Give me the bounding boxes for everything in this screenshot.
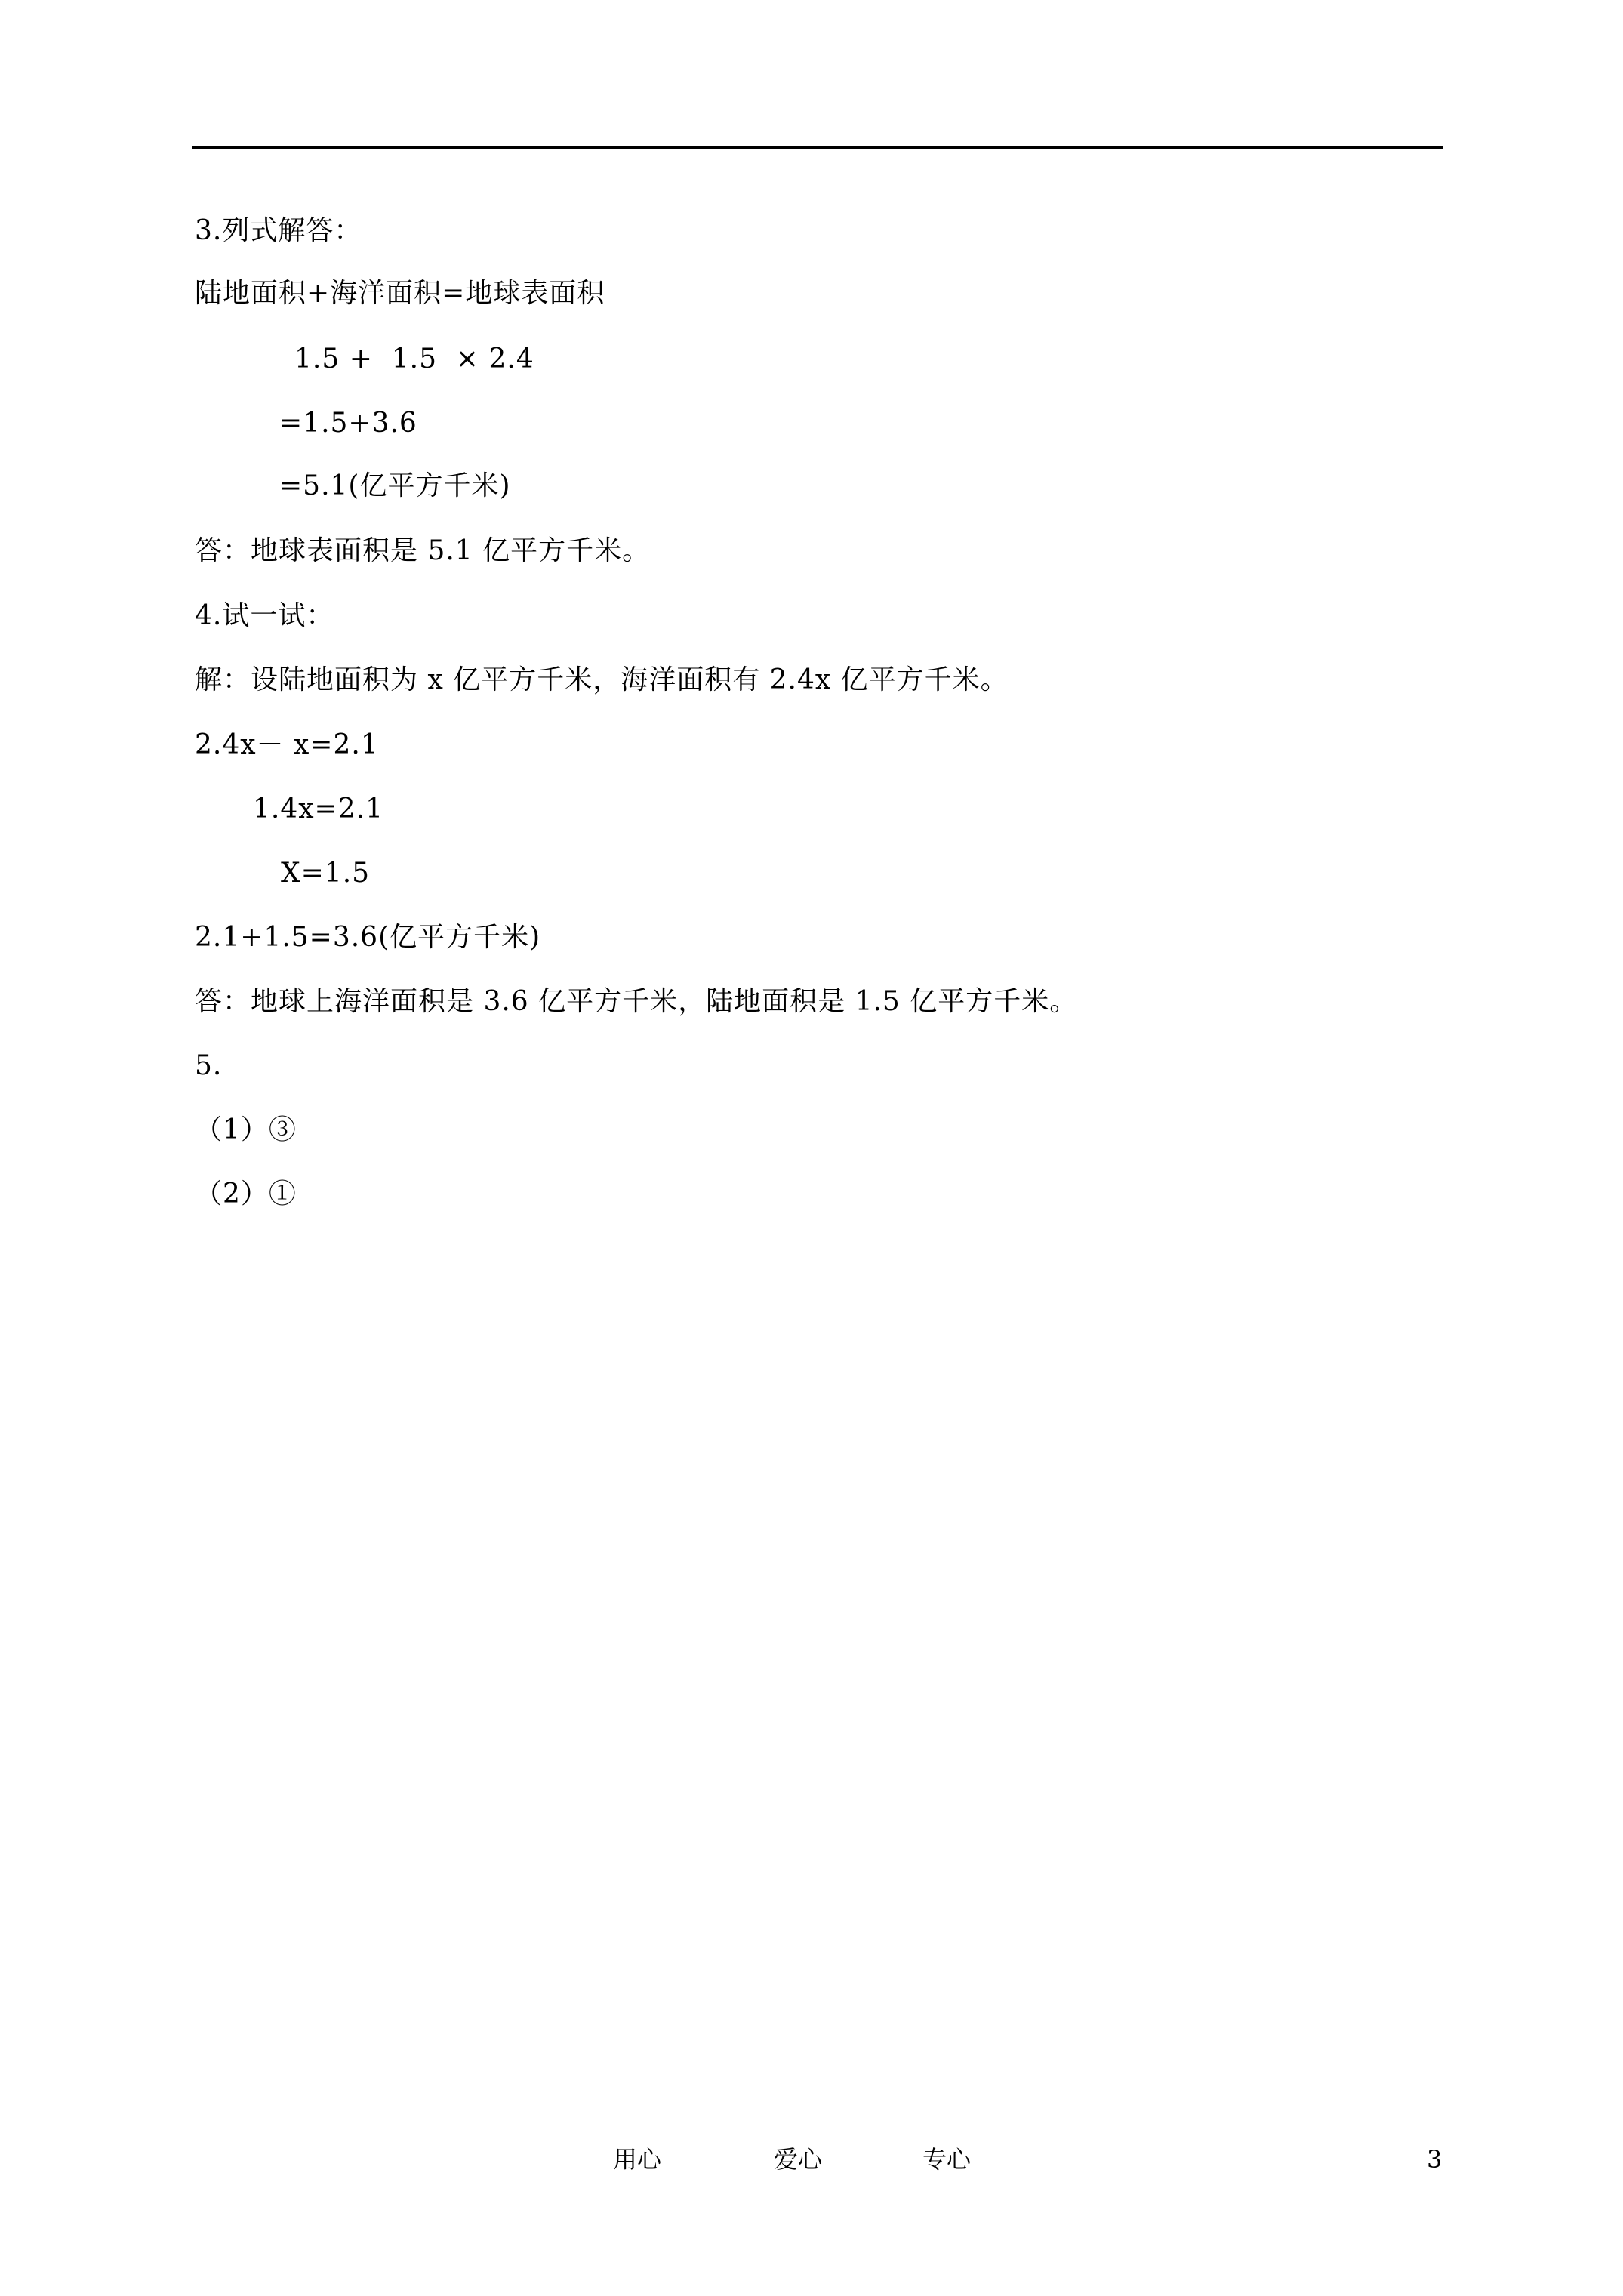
- section-4-answer: 答：地球上海洋面积是 3.6 亿平方千米，陆地面积是 1.5 亿平方千米。: [195, 986, 1078, 1017]
- section-3-heading: 3.列式解答：: [195, 215, 362, 246]
- section-4-step-2: X=1.5: [281, 858, 371, 889]
- section-3-formula: 陆地面积+海洋面积=地球表面积: [195, 278, 605, 309]
- section-4-step-1: 1.4x=2.1: [253, 794, 383, 824]
- section-4-equation: 2.4x－ x=2.1: [195, 729, 379, 760]
- footer-motto-1: 用心: [613, 2145, 662, 2174]
- section-3-step-1: =1.5+3.6: [279, 408, 417, 439]
- section-4-heading: 4.试一试：: [195, 600, 334, 631]
- section-4-step-3: 2.1+1.5=3.6(亿平方千米): [195, 922, 541, 953]
- section-3-step-2: =5.1(亿平方千米): [279, 470, 511, 501]
- section-3-expression: 1.5 + 1.5 × 2.4: [294, 344, 534, 374]
- section-5-item-1: （1）③: [195, 1114, 297, 1145]
- section-5-item-2: （2）①: [195, 1179, 297, 1210]
- section-4-setup: 解：设陆地面积为 x 亿平方千米，海洋面积有 2.4x 亿平方千米。: [195, 664, 1009, 695]
- footer-motto-2: 爱心: [774, 2145, 823, 2174]
- page-number: 3: [1427, 2145, 1443, 2174]
- section-5-heading: 5.: [195, 1050, 223, 1081]
- footer-motto-3: 专心: [922, 2145, 972, 2174]
- header-rule: [192, 146, 1443, 149]
- section-3-answer: 答：地球表面积是 5.1 亿平方千米。: [195, 535, 651, 566]
